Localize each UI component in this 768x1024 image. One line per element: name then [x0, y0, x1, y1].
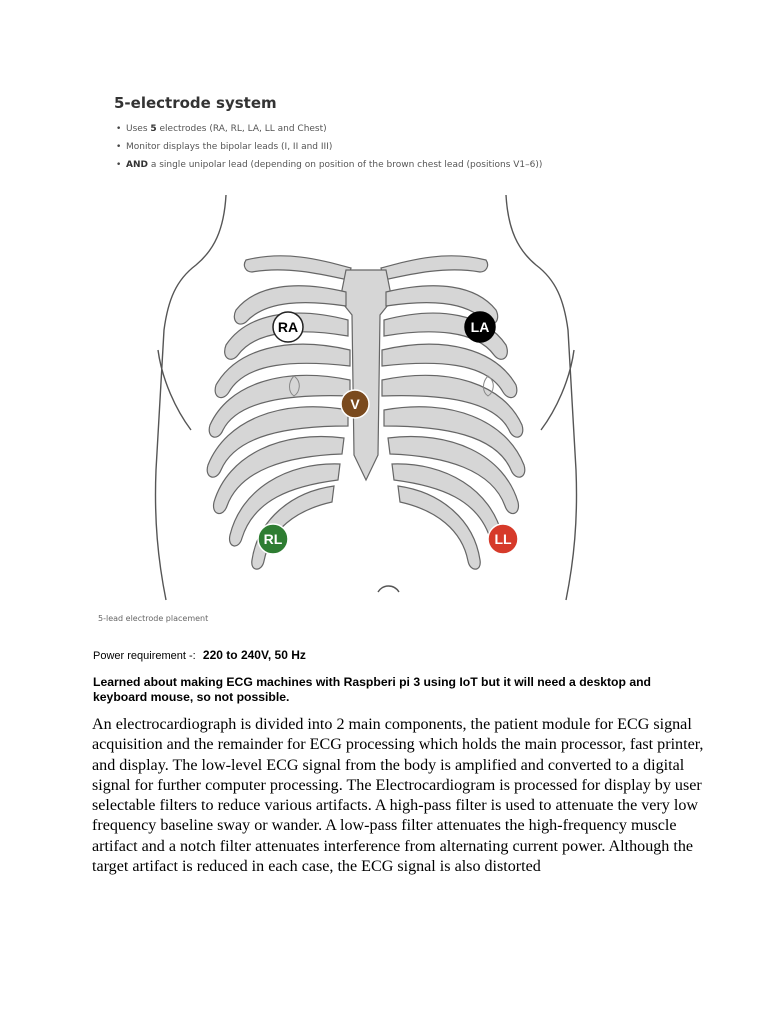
- bullet-bold-text: 5: [150, 124, 157, 134]
- electrode-rl-label: RL: [263, 531, 283, 547]
- bullet-item: [116, 141, 542, 159]
- electrode-ra-label: RA: [277, 319, 299, 335]
- bullet-item: [116, 159, 542, 177]
- figure-bullet-list: [116, 123, 542, 177]
- bullet-text: electrodes (RA, RL, LA, LL and Chest): [156, 124, 327, 134]
- electrode-rl: [258, 524, 288, 554]
- bullet-bold-text: AND: [126, 160, 148, 170]
- power-value: 220 to 240V, 50 Hz: [202, 648, 306, 662]
- power-requirement: [93, 648, 306, 662]
- electrode-ll: [488, 524, 518, 554]
- figure-title: 5-electrode system: [114, 94, 277, 112]
- torso-illustration: [96, 180, 616, 610]
- bullet-item: [116, 123, 542, 141]
- electrode-la-label: LA: [470, 319, 490, 335]
- electrode-v-label: V: [350, 396, 360, 412]
- power-label: Power requirement -:: [93, 650, 196, 662]
- electrode-la: [465, 312, 495, 342]
- project-note: Learned about making ECG machines with Raspberi pi 3 using IoT but it will need a desktop and keyboard mouse, so not possible.: [93, 675, 652, 704]
- bullet-text: Uses: [126, 124, 151, 134]
- electrode-figure: [96, 80, 616, 640]
- electrode-v: [341, 390, 369, 418]
- figure-caption: 5-lead electrode placement: [98, 614, 209, 623]
- body-paragraph: An electrocardiograph is divided into 2 main components, the patient module for ECG signal acquisition and the remainder for ECG processing which holds the main processor, fast printer, and display. The low-level ECG signal from the body is amplified and converted to a digital signal for further computer processing. The Electrocardiogram is processed for display by user selectable filters to reduce various artifacts. A high-pass filter is used to attenuate the very low frequency baseline sway or wander. A low-pass filter attenuates the high-frequency muscle artifact and a notch filter attenuates interference from alternating current power. Although the target artifact is reduced in each case, the ECG signal is also distorted: [92, 716, 704, 876]
- torso-outline: [155, 195, 226, 600]
- electrode-ll-label: LL: [494, 531, 512, 547]
- bullet-text: a single unipolar lead (depending on position of the brown chest lead (positions V1–6)): [147, 160, 543, 170]
- electrode-ra: [273, 312, 303, 342]
- bullet-text: Monitor displays the bipolar leads (I, II and III): [126, 142, 333, 152]
